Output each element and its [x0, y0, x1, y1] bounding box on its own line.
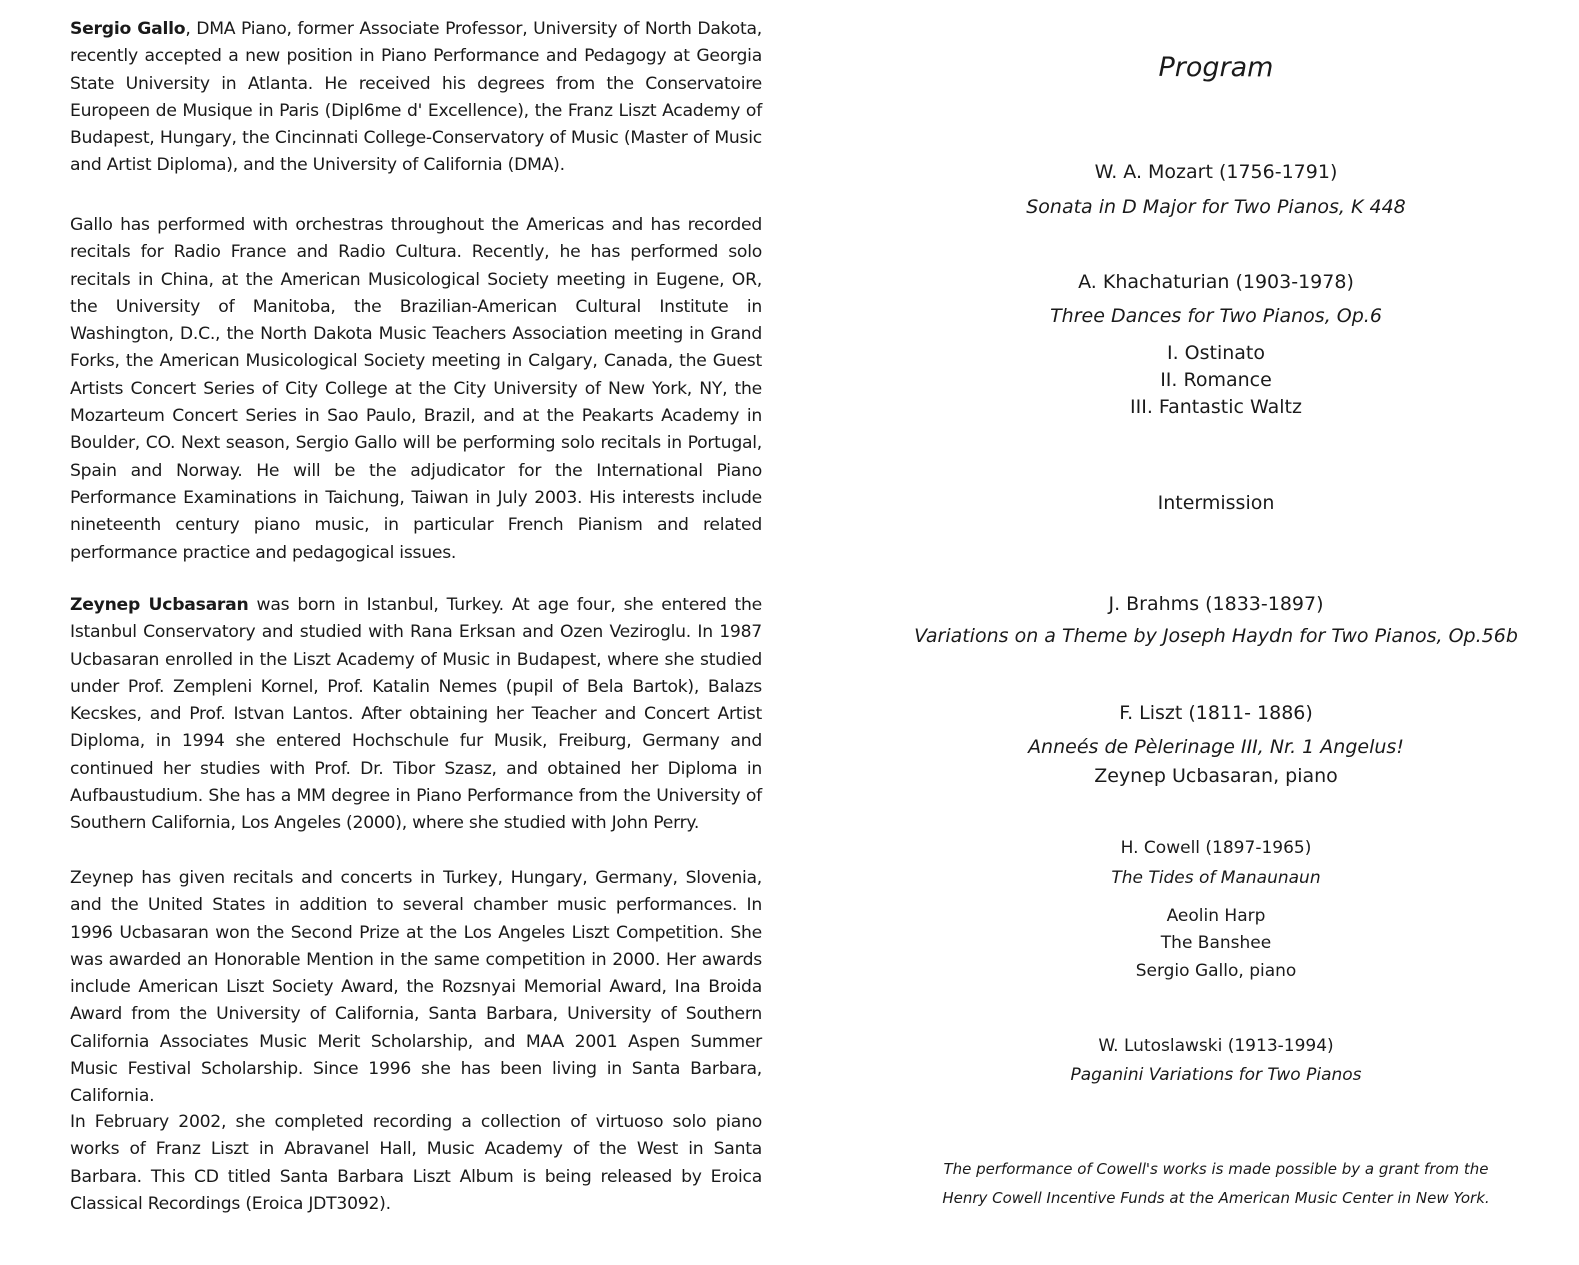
- bio-ucbasaran-awards-paragraph: Zeynep has given recitals and concerts in Turkey, Hungary, Germany, Slovenia, and the United States in addition to several chamber music performances. In 1996 Ucbasaran won the Second Prize at the Los Angeles Liszt Competition. She was awarded an Honorable Mention in the same competition in 2000. Her awards include American Liszt Society Award, the Rozsnyai Memorial Award, Ina Broida Award from the University of California, Santa Barbara, University of Southern California Associates Music Merit Scholarship, and MAA 2001 Aspen Summer Music Festival Scholarship. Since 1996 she has been living in Santa Barbara, California.: [70, 868, 762, 1107]
- lutoslawski-work: Paganini Variations for Two Pianos: [1070, 1065, 1362, 1085]
- mozart-composer: W. A. Mozart (1756-1791): [1094, 161, 1338, 183]
- bio-ucbasaran-recording-paragraph: In February 2002, she completed recording a collection of virtuoso solo piano works of Franz Liszt in Abravanel Hall, Music Academy of the West in Santa Barbara. This CD titled Santa Barbara Liszt Album is being released by Eroica Classical Recordings (Eroica JDT3092).: [70, 1112, 762, 1214]
- lutoslawski-composer: W. Lutoslawski (1913-1994): [1098, 1036, 1334, 1056]
- khachaturian-movement-2: II. Romance: [1160, 369, 1272, 391]
- grant-footnote-line-2: Henry Cowell Incentive Funds at the American Music Center in New York.: [942, 1189, 1490, 1207]
- program-title: Program: [1158, 52, 1274, 83]
- khachaturian-movement-3: III. Fantastic Waltz: [1130, 396, 1302, 418]
- khachaturian-work: Three Dances for Two Pianos, Op.6: [1050, 305, 1382, 327]
- khachaturian-movement-1: I. Ostinato: [1166, 342, 1266, 364]
- liszt-composer: F. Liszt (1811- 1886): [1119, 702, 1313, 724]
- grant-footnote-line-1: The performance of Cowell's works is made possible by a grant from the: [943, 1160, 1489, 1178]
- khachaturian-composer: A. Khachaturian (1903-1978): [1078, 271, 1354, 293]
- bio-gallo-paragraph: [70, 16, 762, 180]
- liszt-work: Anneés de Pèlerinage III, Nr. 1 Angelus!: [1028, 736, 1404, 758]
- liszt-performer: Zeynep Ucbasaran, piano: [1094, 765, 1338, 787]
- bio-ucbasaran-name: Zeynep Ucbasaran: [70, 595, 249, 615]
- bio-ucbasaran-text: was born in Istanbul, Turkey. At age four, she entered the Istanbul Conservatory and studied with Rana Erksan and Ozen Veziroglu. In 1987 Ucbasaran enrolled in the Liszt Academy of Music in Budapest, where she studied under Prof. Zempleni Kornel, Prof. Katalin Nemes (pupil of Bela Bartok), Balazs Kecskes, and Prof. Istvan Lantos. After obtaining her Teacher and Concert Artist Diploma, in 1994 she entered Hochschule fur Musik, Freiburg, Germany and continued her studies with Prof. Dr. Tibor Szasz, and obtained her Diploma in Aufbaustudium. She has a MM degree in Piano Performance from the University of Southern California, Los Angeles (2000), where she studied with John Perry.: [70, 595, 762, 834]
- cowell-piece-1: Aeolin Harp: [1166, 906, 1266, 926]
- bio-ucbasaran-paragraph: [70, 592, 762, 838]
- mozart-work: Sonata in D Major for Two Pianos, K 448: [1026, 196, 1406, 218]
- cowell-piece-2: The Banshee: [1160, 933, 1272, 953]
- cowell-performer: Sergio Gallo, piano: [1135, 961, 1297, 981]
- intermission-label: Intermission: [1157, 492, 1275, 514]
- bio-gallo-name: Sergio Gallo: [70, 19, 186, 39]
- cowell-work: The Tides of Manaunaun: [1111, 868, 1321, 888]
- brahms-work: Variations on a Theme by Joseph Haydn for Two Pianos, Op.56b: [914, 625, 1518, 647]
- bio-gallo-text: , DMA Piano, former Associate Professor, University of North Dakota, recently accepted a new position in Piano Performance and Pedagogy at Georgia State University in Atlanta. He received his degrees from the Conservatoire Europeen de Musique in Paris (Dipl6me d' Excellence), the Franz Liszt Academy of Budapest, Hungary, the Cincinnati College-Conservatory of Music (Master of Music and Artist Diploma), and the University of California (DMA).: [70, 19, 763, 176]
- cowell-composer: H. Cowell (1897-1965): [1120, 838, 1312, 858]
- bio-gallo-performances-paragraph: Gallo has performed with orchestras throughout the Americas and has recorded recitals for Radio France and Radio Cultura. Recently, he has performed solo recitals in China, at the American Musicological Society meeting in Eugene, OR, the University of Manitoba, the Brazilian-American Cultural Institute in Washington, D.C., the North Dakota Music Teachers Association meeting in Grand Forks, the American Musicological Society meeting in Calgary, Canada, the Guest Artists Concert Series of City College at the City University of New York, NY, the Mozarteum Concert Series in Sao Paulo, Brazil, and at the Peakarts Academy in Boulder, CO. Next season, Sergio Gallo will be performing solo recitals in Portugal, Spain and Norway. He will be the adjudicator for the International Piano Performance Examinations in Taichung, Taiwan in July 2003. His interests include nineteenth century piano music, in particular French Pianism and related performance practice and pedagogical issues.: [70, 215, 762, 563]
- brahms-composer: J. Brahms (1833-1897): [1108, 593, 1324, 615]
